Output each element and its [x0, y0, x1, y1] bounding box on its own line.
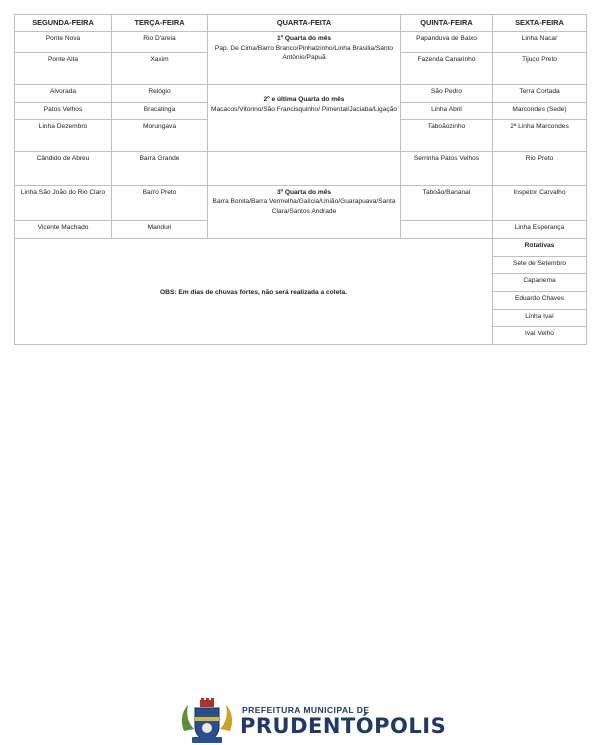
- rotativa-item: Sete de Setembro: [493, 256, 587, 274]
- cell-terca: Relógio: [112, 85, 208, 103]
- footer-city: PRUDENTÓPOLIS: [240, 714, 447, 738]
- rotativa-item: Capanema: [493, 274, 587, 292]
- coat-of-arms-icon: [178, 697, 236, 745]
- cell-quinta: Taboãozinho: [401, 120, 493, 151]
- cell-sexta: 2ª Linha Marcondes: [493, 120, 587, 151]
- header-terca: TERÇA-FEIRA: [112, 15, 208, 32]
- quarta-text: Macacos/Vitorino/São Francisquinho/ Pimental/Jaciaba/Ligação: [210, 105, 398, 113]
- cell-segunda: Linha Dezembro: [15, 120, 112, 151]
- table-row: [15, 85, 587, 103]
- cell-segunda: Vicente Machado: [15, 221, 112, 239]
- cell-terca: Barra Grande: [112, 151, 208, 185]
- cell-segunda: Ponte Nova: [15, 32, 112, 53]
- header-sexta: SEXTA-FEIRA: [493, 15, 587, 32]
- rotativas-label: Rotativas: [493, 238, 587, 256]
- cell-terca: Manduri: [112, 221, 208, 239]
- table-row: [15, 32, 587, 53]
- cell-sexta: Rio Preto: [493, 151, 587, 185]
- cell-sexta: Marcondes (Sede): [493, 102, 587, 120]
- cell-sexta: Linha Nacar: [493, 32, 587, 53]
- quarta-text: Pap. De Cima/Barro Branco/Pinhalzinho/Linha Brasilia/Santo Antônio/Papuã: [214, 44, 394, 62]
- cell-terca: Bracatinga: [112, 102, 208, 120]
- quarta-title: 3º Quarta do mês: [276, 188, 332, 196]
- cell-quinta: Taboão/Bananal: [401, 185, 493, 220]
- footer-prefeitura: PREFEITURA MUNICIPAL DE: [242, 705, 370, 715]
- cell-quinta: Serrinha Patos Velhos: [401, 151, 493, 185]
- quarta-title: 2º e última Quarta do mês: [263, 96, 345, 104]
- cell-sexta: Inspetor Carvalho: [493, 185, 587, 220]
- rotativa-item: Eduardo Chaves: [493, 291, 587, 309]
- cell-quinta: São Pedro: [401, 85, 493, 103]
- collection-schedule-table: [14, 14, 587, 345]
- cell-quinta: Papanduva de Baixo: [401, 32, 493, 53]
- table-row: [15, 185, 587, 220]
- obs-note: OBS: Em dias de chuvas fortes, não será realizada a coleta.: [15, 238, 493, 344]
- header-row: [15, 15, 587, 32]
- cell-terca: Barro Preto: [112, 185, 208, 220]
- cell-quarta-empty: [208, 151, 401, 185]
- cell-sexta: Terra Cortada: [493, 85, 587, 103]
- quarta-title: 1º Quarta do mês: [276, 35, 332, 42]
- rotativa-item: Linha Ivaí: [493, 309, 587, 327]
- table-row: [15, 151, 587, 185]
- header-quinta: QUINTA-FEIRA: [401, 15, 493, 32]
- cell-terca: Xaxim: [112, 52, 208, 84]
- cell-quinta: [401, 221, 493, 239]
- cell-terca: Rio D'areia: [112, 32, 208, 53]
- cell-terca: Morungava: [112, 120, 208, 151]
- cell-sexta: Linha Esperança: [493, 221, 587, 239]
- cell-quarta-group-2: [208, 85, 401, 152]
- header-quarta: QUARTA-FEITA: [208, 15, 401, 32]
- table-row: [15, 238, 587, 256]
- cell-segunda: Linha São João do Rio Claro: [15, 185, 112, 220]
- rotativa-item: Ivaí Velho: [493, 327, 587, 345]
- cell-segunda: Ponte Alta: [15, 52, 112, 84]
- cell-sexta: Tijuco Preto: [493, 52, 587, 84]
- cell-quinta: Fazenda Canarinho: [401, 52, 493, 84]
- cell-segunda: Cândido de Abreu: [15, 151, 112, 185]
- cell-quinta: Linha Abril: [401, 102, 493, 120]
- cell-quarta-group-3: [208, 185, 401, 238]
- quarta-text: Barra Bonita/Barra Vermelha/Galícia/União/Guarapuava/Santa Clara/Santos Andrade: [212, 198, 396, 215]
- header-segunda: SEGUNDA-FEIRA: [15, 15, 112, 32]
- cell-segunda: Alvorada: [15, 85, 112, 103]
- footer: [0, 345, 600, 738]
- cell-segunda: Patos Velhos: [15, 102, 112, 120]
- cell-quarta-group-1: [208, 32, 401, 85]
